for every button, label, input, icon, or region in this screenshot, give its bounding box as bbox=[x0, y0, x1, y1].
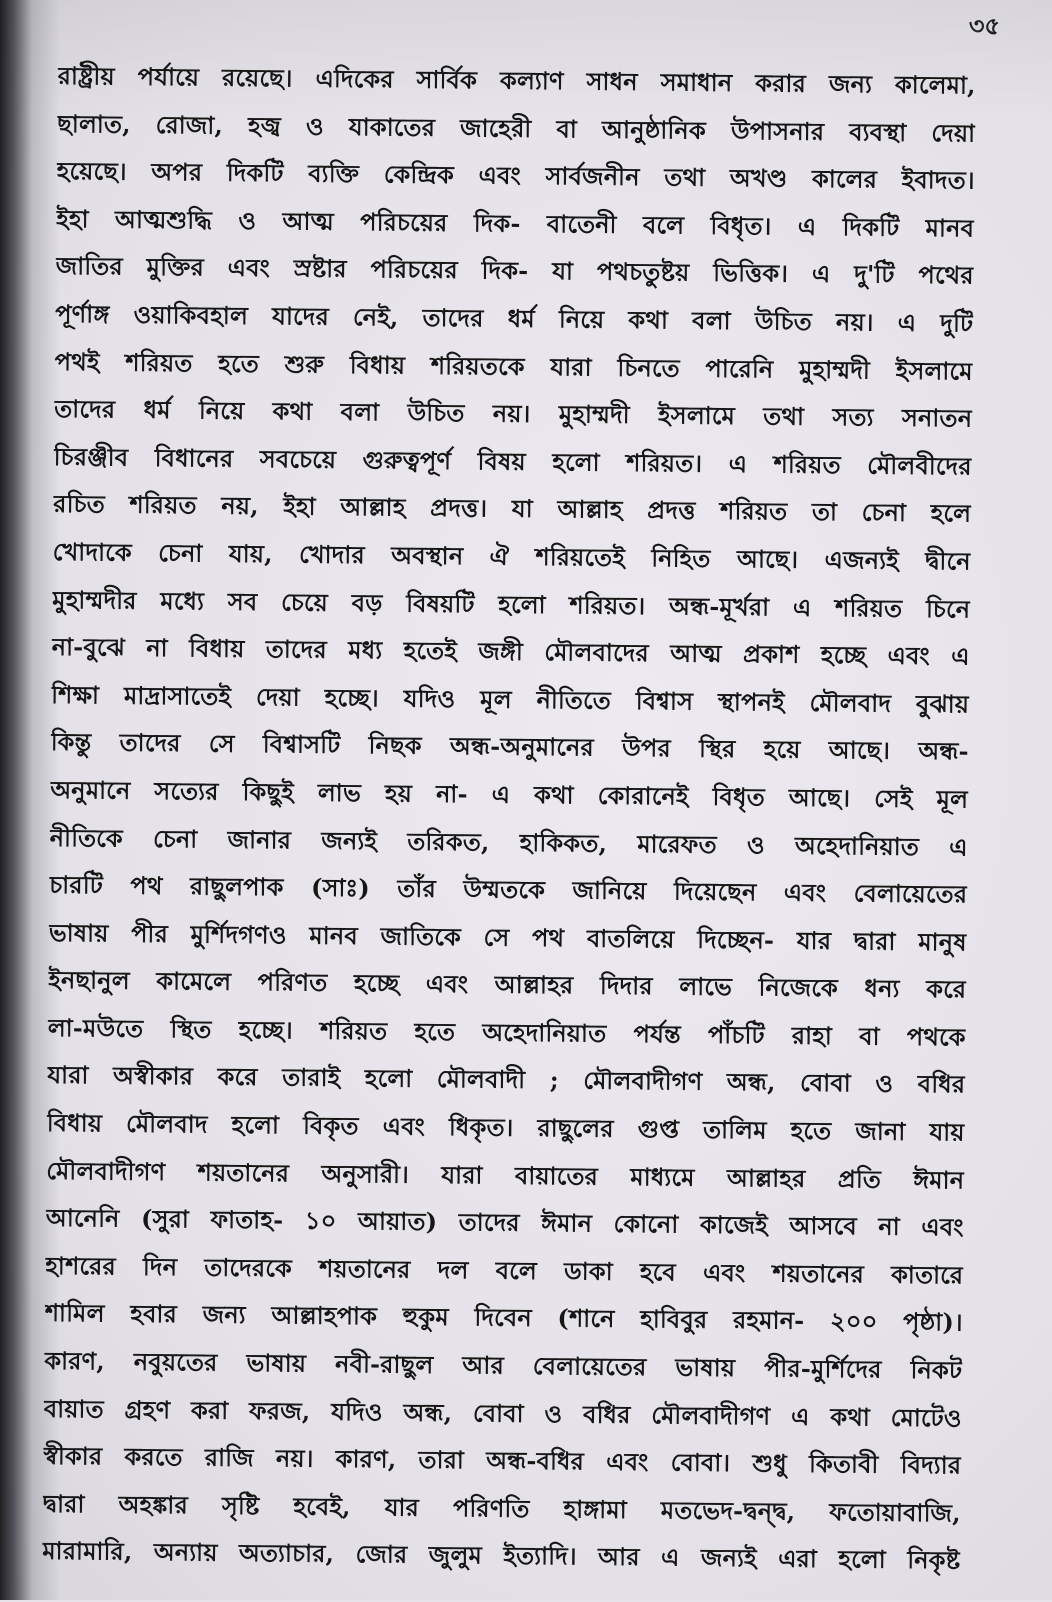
text-line: মারামারি, অন্যায় অত্যাচার, জোর জুলুম ইত্যাদি। আর এ জন্যই এরা হলো নিকৃষ্ট bbox=[42, 1536, 961, 1575]
text-line: আনেনি (সুরা ফাতাহ- ১০ আয়াত) তাদের ঈমান কোনো কাজেই আসবে না এবং bbox=[45, 1203, 964, 1242]
text-line: ইহা আত্মশুদ্ধি ও আত্ম পরিচয়ের দিক- বাতেনী বলে বিধৃত। এ দিকটি মানব bbox=[56, 203, 975, 243]
text-line: শামিল হবার জন্য আল্লাহপাক হুকুম দিবেন (শানে হাবিবুর রহমান- ২০০ পৃষ্ঠা)। bbox=[44, 1298, 963, 1337]
text-line: খোদাকে চেনা যায়, খোদার অবস্থান ঐ শরিয়তেই নিহিত আছে। এজন্যই দ্বীনে bbox=[52, 536, 971, 576]
text-line: কারণ, নবুয়তের ভাষায় নবী-রাছুল আর বেলায়েতের ভাষায় পীর-মুর্শিদের নিকট bbox=[44, 1345, 963, 1385]
text-line: ভাষায় পীর মুর্শিদগণও মানব জাতিকে সে পথ বাতলিয়ে দিচ্ছেন- যার দ্বারা মানুষ bbox=[48, 917, 967, 957]
text-line: পথই শরিয়ত হতে শুরু বিধায় শরিয়তকে যারা চিনতে পারেনি মুহাম্মদী ইসলামে bbox=[54, 346, 973, 386]
text-line: স্বীকার করতে রাজি নয়। কারণ, তারা অন্ধ-বধির এবং বোবা। শুধু কিতাবী বিদ্যার bbox=[43, 1441, 962, 1480]
text-line: ইনছানুল কামেলে পরিণত হচ্ছে এবং আল্লাহর দিদার লাভে নিজেকে ধন্য করে bbox=[48, 965, 967, 1004]
text-line: ছালাত, রোজা, হজ্ব ও যাকাতের জাহেরী বা আনুষ্ঠানিক উপাসনার ব্যবস্থা দেয়া bbox=[57, 108, 976, 148]
text-line: নীতিকে চেনা জানার জন্যই তরিকত, হাকিকত, মারেফত ও অহেদানিয়াত এ bbox=[49, 822, 968, 862]
text-line: রচিত শরিয়ত নয়, ইহা আল্লাহ প্রদত্ত। যা আল্লাহ প্রদত্ত শরিয়ত তা চেনা হলে bbox=[53, 489, 972, 528]
text-line: তাদের ধর্ম নিয়ে কথা বলা উচিত নয়। মুহাম্মদী ইসলামে তথা সত্য সনাতন bbox=[54, 394, 973, 433]
text-line: রাষ্ট্রীয় পর্যায়ে রয়েছে। এদিকের সার্বিক কল্যাণ সাধন সমাধান করার জন্য কালেমা, bbox=[57, 60, 976, 100]
text-line: চিরঞ্জীব বিধানের সবচেয়ে গুরুত্বপূর্ণ বিষয় হলো শরিয়ত। এ শরিয়ত মৌলবীদের bbox=[53, 441, 972, 481]
body-text bbox=[42, 52, 976, 1602]
text-line: পূর্ণাঙ্গ ওয়াকিবহাল যাদের নেই, তাদের ধর্ম নিয়ে কথা বলা উচিত নয়। এ দুটি bbox=[55, 298, 974, 338]
text-line: বিধায় মৌলবাদ হলো বিকৃত এবং ধিকৃত। রাছুলের গুপ্ত তালিম হতে জানা যায় bbox=[46, 1108, 965, 1147]
text-line: দ্বারা অহঙ্কার সৃষ্টি হবেই, যার পরিণতি হাঙ্গামা মতভেদ-দ্বন্দ্ব, ফতোয়াবাজি, bbox=[42, 1488, 961, 1528]
text-line: হয়েছে। অপর দিকটি ব্যক্তি কেন্দ্রিক এবং সার্বজনীন তথা অখণ্ড কালের ইবাদত। bbox=[56, 156, 975, 195]
text-line: শিক্ষা মাদ্রাসাতেই দেয়া হচ্ছে। যদিও মূল নীতিতে বিশ্বাস স্থাপনই মৌলবাদ বুঝায় bbox=[51, 679, 970, 719]
text-line: লা-মউতে স্থিত হচ্ছে। শরিয়ত হতে অহেদানিয়াত পর্যন্ত পাঁচটি রাহা বা পথকে bbox=[47, 1012, 966, 1052]
text-line: হাশরের দিন তাদেরকে শয়তানের দল বলে ডাকা হবে এবং শয়তানের কাতারে bbox=[45, 1250, 964, 1290]
text-line: মুহাম্মদীর মধ্যে সব চেয়ে বড় বিষয়টি হলো শরিয়ত। অন্ধ-মূর্খরা এ শরিয়ত চিনে bbox=[52, 584, 971, 624]
text-line: চারটি পথ রাছুলপাক (সাঃ) তাঁর উম্মতকে জানিয়ে দিয়েছেন এবং বেলায়েতের bbox=[49, 870, 968, 909]
text-line: যারা অস্বীকার করে তারাই হলো মৌলবাদী ; মৌলবাদীগণ অন্ধ, বোবা ও বধির bbox=[47, 1060, 966, 1100]
text-line: না-বুঝে না বিধায় তাদের মধ্য হতেই জঙ্গী মৌলবাদের আত্ম প্রকাশ হচ্ছে এবং এ bbox=[51, 632, 970, 671]
page-number: ৩৫ bbox=[968, 11, 1000, 40]
text-line: মৌলবাদীগণ শয়তানের অনুসারী। যারা বায়াতের মাধ্যমে আল্লাহর প্রতি ঈমান bbox=[46, 1155, 965, 1195]
text-line: অনুমানে সত্যের কিছুই লাভ হয় না- এ কথা কোরানেই বিধৃত আছে। সেই মূল bbox=[50, 774, 969, 814]
text-line: জাতির মুক্তির এবং স্রষ্টার পরিচয়ের দিক- যা পথচতুষ্টয় ভিত্তিক। এ দু'টি পথের bbox=[55, 251, 974, 290]
text-line: বায়াত গ্রহণ করা ফরজ, যদিও অন্ধ, বোবা ও বধির মৌলবাদীগণ এ কথা মোটেও bbox=[43, 1393, 962, 1433]
text-line: কিন্তু তাদের সে বিশ্বাসটি নিছক অন্ধ-অনুমানের উপর স্থির হয়ে আছে। অন্ধ- bbox=[50, 727, 969, 766]
